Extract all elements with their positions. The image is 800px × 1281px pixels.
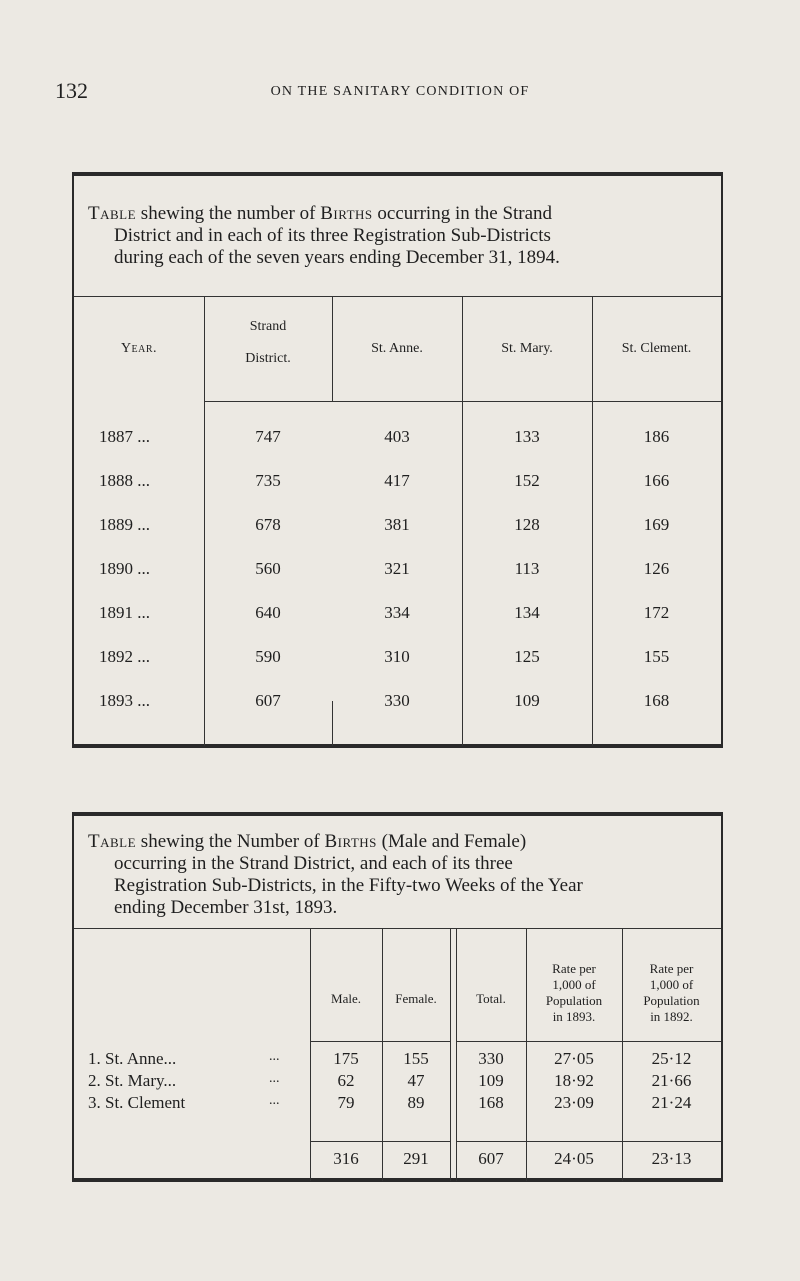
header-rate-1892: Rate per 1,000 of Population in 1892. [643, 961, 700, 1024]
table1-caption: Table shewing the number of Births occurring in the Strand District and in each of its three Registration Sub-Districts during each of the seven years ending December 31, 1894. [88, 203, 560, 268]
header-strand: Strand District. [245, 319, 291, 366]
header-male: Male. [331, 991, 361, 1006]
header-st-anne: St. Anne. [371, 341, 423, 356]
births-by-sex-table: Table shewing the Number of Births (Male and Female) occurring in the Strand District, and each of its three Registration Sub-Districts, in the Fifty-two Weeks of the Year ending December 31st, 1893. Male. Female. Total. Rate per 1,000 of Population in 1893. Rate per 1,000 of Population in 1892. 1. St. Anne... ... 175 155 330 27·05 25·12 2. St. Mary... ... 62 47 109 18·92 21·66 3. St. Clement ... 79 89 168 23·09 21·24 316 291 607 24·05 23·13 [72, 812, 723, 1182]
running-title: ON THE SANITARY CONDITION OF [270, 84, 530, 99]
header-total: Total. [476, 991, 506, 1006]
header-year: Year. [120, 341, 158, 356]
header-female: Female. [395, 991, 437, 1006]
header-st-clement: St. Clement. [621, 341, 692, 356]
header-rate-1893: Rate per 1,000 of Population in 1893. [545, 961, 603, 1024]
births-by-year-table: Table shewing the number of Births occurring in the Strand District and in each of its three Registration Sub-Districts during each of the seven years ending December 31, 1894. Year. Strand District. St. Anne. St. Mary. St. Clement. 1887 ... 747 403 133 186 1888 ... 735 417 152 166 1889 ... 678 381 128 169 1890 ... 560 321 113 126 1891 ... 640 334 134 172 1892 ... 590 310 125 155 1893 ... 607 330 109 168 [72, 172, 723, 748]
page-number: 132 [55, 78, 88, 103]
header-st-mary: St. Mary. [501, 341, 553, 356]
table2-caption: Table shewing the Number of Births (Male and Female) occurring in the Strand District, and each of its three Registration Sub-Districts, in the Fifty-two Weeks of the Year ending December 31st, 1893. [88, 831, 583, 918]
